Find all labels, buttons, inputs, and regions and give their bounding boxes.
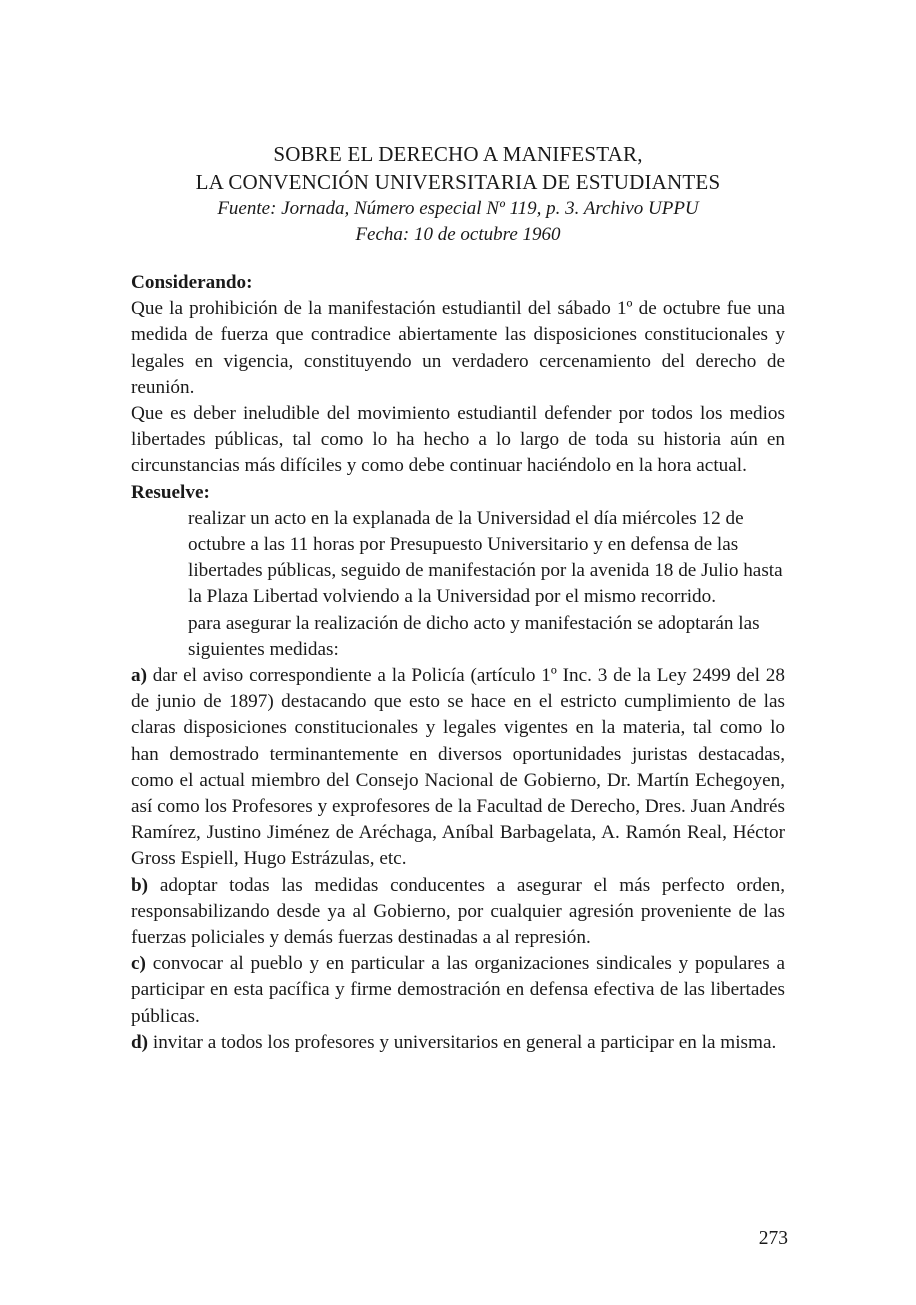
considerando-paragraph-1: Que la prohibición de la manifestación estudiantil del sábado 1º de octubre fue una medida de fuerza que contradice abiertamente las disposiciones constitucionales y legales en vigencia, constituyendo un verdadero cercenamiento del derecho de reunión.: [131, 298, 785, 398]
resuelve-indent-1: realizar un acto en la explanada de la Universidad el día miércoles 12 de octubre a las 11 horas por Presupuesto Universitario y en defensa de las libertades públicas, seguido de manifestación por la avenida 18 de Julio hasta la Plaza Libertad volviendo a la Universidad por el mismo recorrido.: [188, 507, 783, 608]
document-header: [130, 140, 786, 248]
considerando-heading: Considerando:: [131, 272, 253, 293]
measure-text: invitar a todos los profesores y universitarios en general a participar en la misma.: [152, 1031, 777, 1053]
measure-label: a): [131, 665, 147, 687]
resuelve-indent-2: para asegurar la realización de dicho acto y manifestación se adoptarán las siguientes medidas:: [188, 612, 760, 660]
measure-item-a: [131, 663, 785, 873]
measure-text: adoptar todas las medidas conducentes a asegurar el más perfecto orden, responsabilizando desde ya al Gobierno, por cualquier agresión proveniente de las fuerzas policiales y demás fuerzas destinadas a al represión.: [131, 874, 785, 949]
measure-label: d): [131, 1031, 149, 1053]
resuelve-heading: Resuelve:: [131, 481, 210, 503]
date-line: Fecha: 10 de octubre 1960: [355, 224, 561, 245]
measure-item-d: [131, 1030, 785, 1056]
measure-item-c: [131, 951, 785, 1030]
title-line-1: SOBRE EL DERECHO A MANIFESTAR,: [273, 142, 643, 166]
title-line-2: LA CONVENCIÓN UNIVERSITARIA DE ESTUDIANTES: [195, 170, 721, 194]
measure-text: dar el aviso correspondiente a la Policía (artículo 1º Inc. 3 de la Ley 2499 del 28 de junio de 1897) destacando que esto se hace en el estricto cumplimiento de las claras disposiciones constitucionales y legales vigentes en la materia, tal como lo han demostrado terminantemente en diversos oportunidades juristas destacadas, como el actual miembro del Consejo Nacional de Gobierno, Dr. Martín Echegoyen, así como los Profesores y exprofesores de la Facultad de Derecho, Dres. Juan Andrés Ramírez, Justino Jiménez de Aréchaga, Aníbal Barbagelata, A. Ramón Real, Héctor Gross Espiell, Hugo Estrázulas, etc.: [131, 665, 785, 870]
measure-label: b): [131, 874, 149, 896]
measure-item-b: [131, 873, 785, 952]
source-line: Fuente: Jornada, Número especial Nº 119, p. 3. Archivo UPPU: [217, 198, 699, 219]
measure-label: c): [131, 953, 146, 975]
document-body: [131, 270, 785, 1056]
page-number: 273: [758, 1228, 788, 1249]
measure-text: convocar al pueblo y en particular a las organizaciones sindicales y populares a participar en esta pacífica y firme demostración en defensa efectiva de las libertades públicas.: [131, 953, 785, 1027]
considerando-paragraph-2: Que es deber ineludible del movimiento estudiantil defender por todos los medios libertades públicas, tal como lo ha hecho a lo largo de toda su historia aún en circunstancias más difíciles y como debe continuar haciéndolo en la hora actual.: [131, 403, 785, 477]
